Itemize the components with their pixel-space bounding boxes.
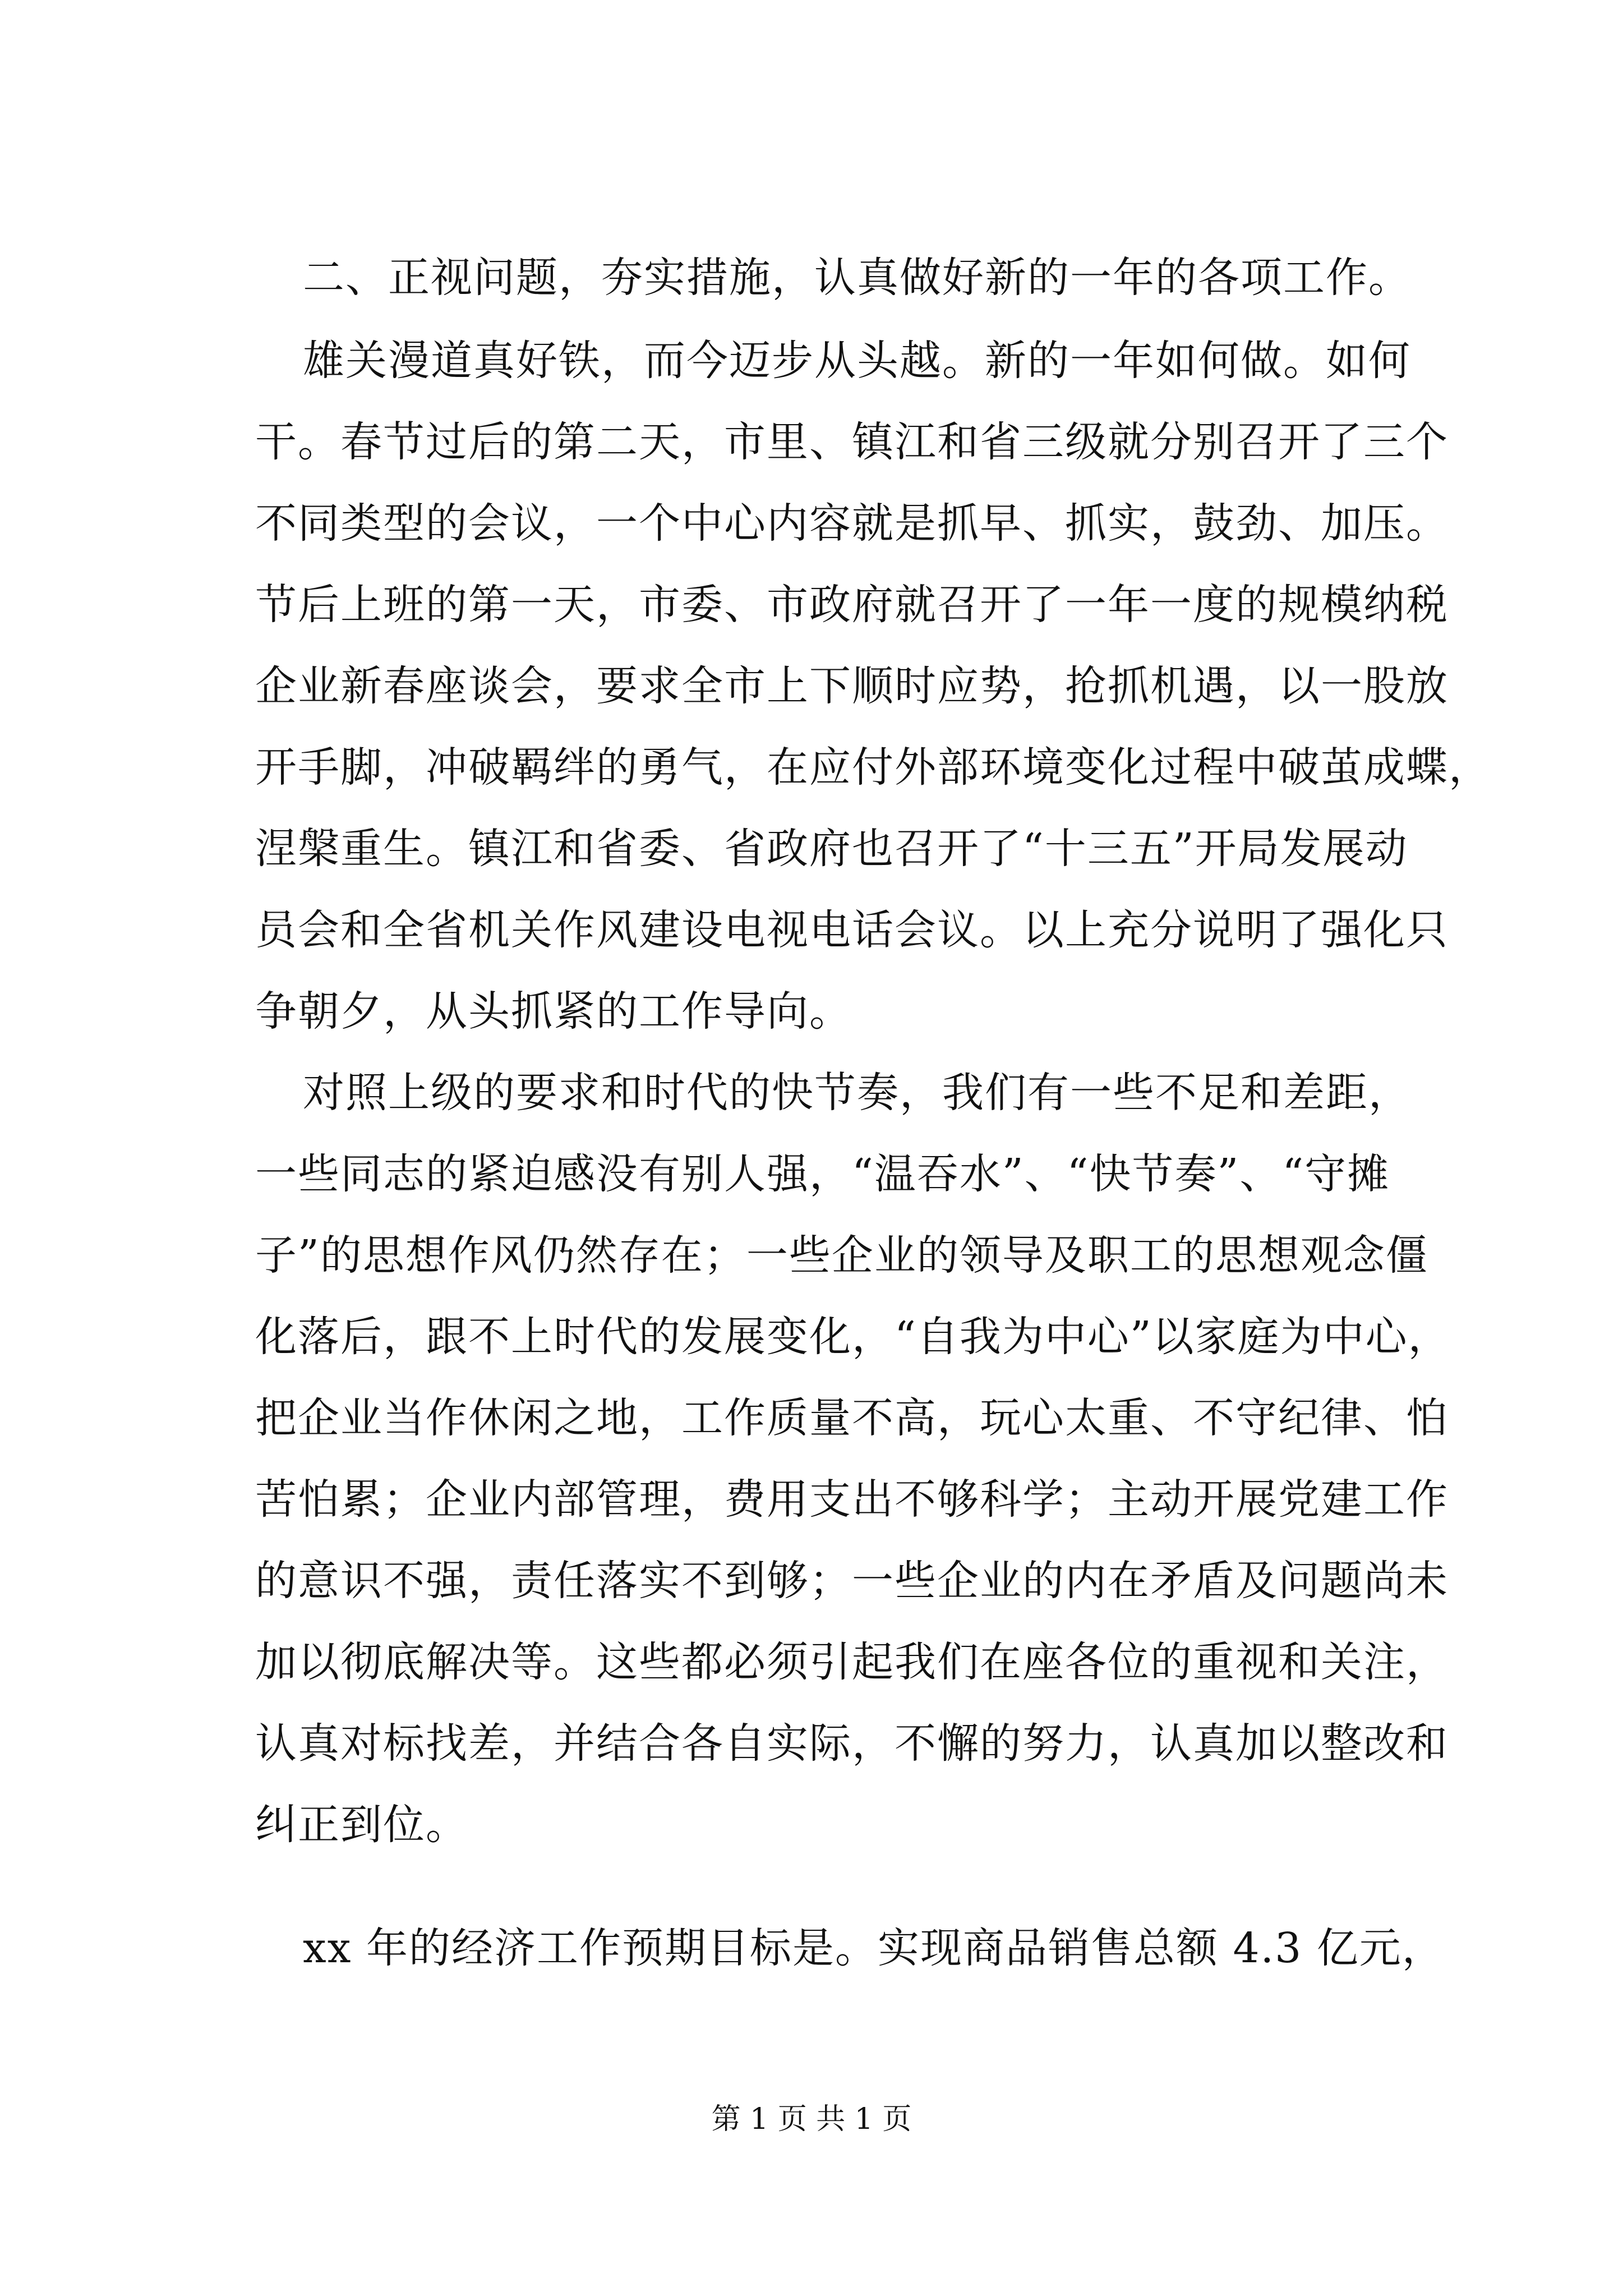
paragraph-line: 二、正视问题，夯实措施，认真做好新的一年的各项工作。 xyxy=(303,254,1411,302)
paragraph-line: 干。春节过后的第二天，市里、镇江和省三级就分别召开了三个 xyxy=(255,418,1449,466)
paragraph-line: 雄关漫道真好铁，而今迈步从头越。新的一年如何做。如何 xyxy=(303,337,1411,385)
paragraph-line: 子”的思想作风仍然存在；一些企业的领导及职工的思想观念僵 xyxy=(255,1231,1428,1280)
paragraph-line: 认真对标找差，并结合各自实际，不懈的努力，认真加以整改和 xyxy=(255,1719,1449,1768)
paragraph-line: 涅槃重生。镇江和省委、省政府也召开了“十三五”开局发展动 xyxy=(255,825,1408,873)
paragraph-line: 的意识不强，责任落实不到够；一些企业的内在矛盾及问题尚未 xyxy=(255,1557,1449,1605)
paragraph-line: 员会和全省机关作风建设电视电话会议。以上充分说明了强化只 xyxy=(255,906,1449,954)
paragraph-line: 苦怕累；企业内部管理，费用支出不够科学；主动开展党建工作 xyxy=(255,1475,1449,1524)
paragraph-line: 化落后，跟不上时代的发展变化，“自我为中心”以家庭为中心， xyxy=(255,1313,1451,1361)
paragraph-line: 节后上班的第一天，市委、市政府就召开了一年一度的规模纳税 xyxy=(255,581,1449,629)
paragraph-line: 一些同志的紧迫感没有别人强，“温吞水”、“快节奏”、“守摊 xyxy=(255,1150,1390,1198)
paragraph-line: 加以彻底解决等。这些都必须引起我们在座各位的重视和关注， xyxy=(255,1638,1449,1686)
page-footer: 第 1 页 共 1 页 xyxy=(711,2102,912,2136)
paragraph-line: 不同类型的会议，一个中心内容就是抓早、抓实，鼓劲、加压。 xyxy=(255,499,1449,547)
paragraph-line: 纠正到位。 xyxy=(255,1801,468,1849)
paragraph-line: 把企业当作休闲之地，工作质量不高，玩心太重、不守纪律、怕 xyxy=(255,1394,1449,1442)
paragraph-line: 开手脚，冲破羁绊的勇气，在应付外部环境变化过程中破茧成蝶， xyxy=(255,743,1491,792)
paragraph-line: 争朝夕，从头抓紧的工作导向。 xyxy=(255,987,852,1036)
paragraph-line: xx 年的经济工作预期目标是。实现商品销售总额 4.3 亿元， xyxy=(303,1924,1445,1972)
paragraph-line: 对照上级的要求和时代的快节奏，我们有一些不足和差距， xyxy=(303,1069,1411,1117)
paragraph-line: 企业新春座谈会，要求全市上下顺时应势，抢抓机遇，以一股放 xyxy=(255,662,1449,710)
